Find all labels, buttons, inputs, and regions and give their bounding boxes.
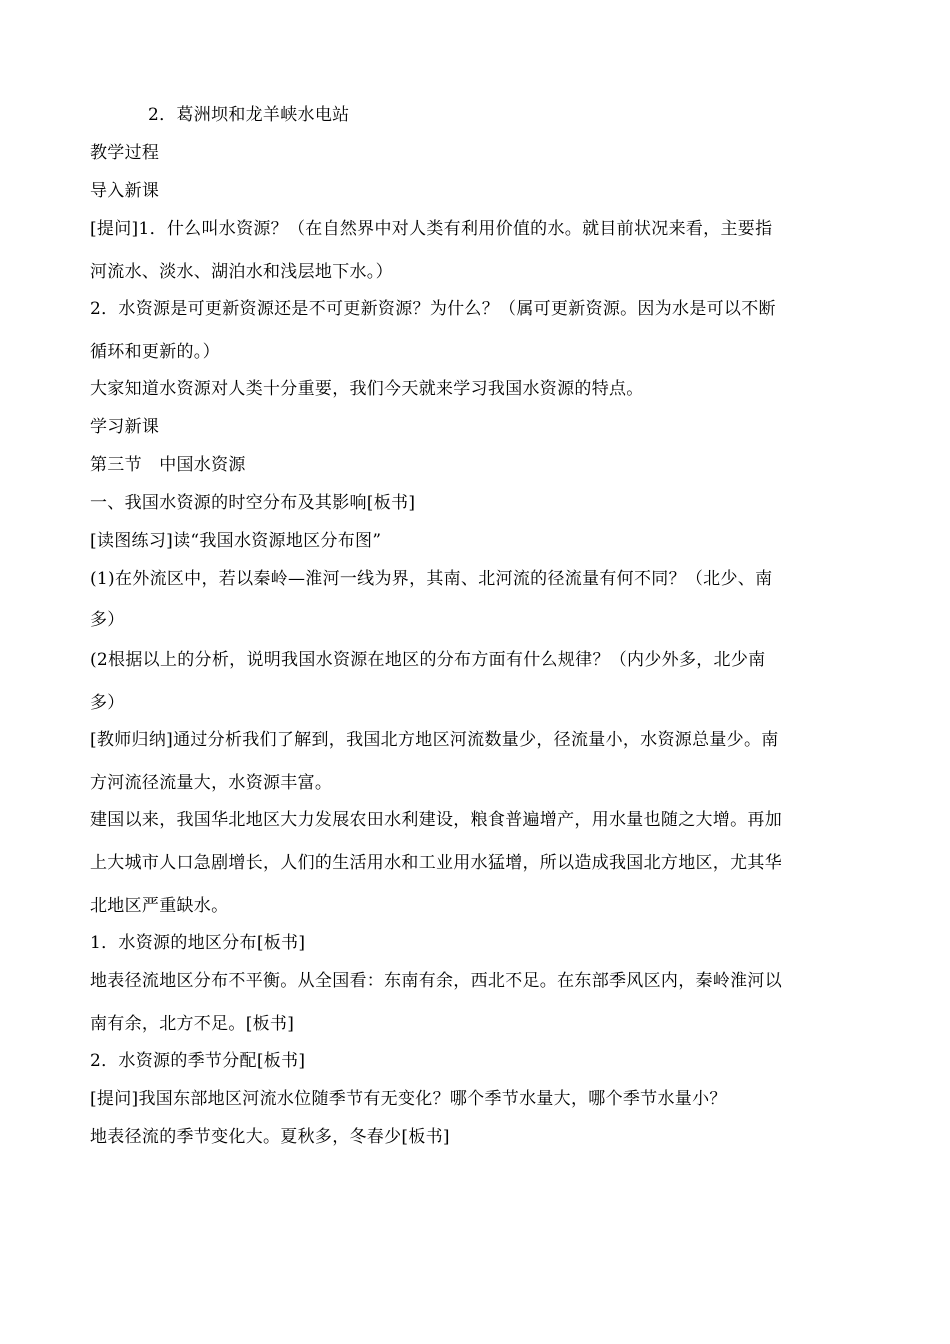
paragraph-question-2-line-2: 循环和更新的。） [90, 342, 220, 362]
north-china-paragraph-line-2: 上大城市人口急剧增长，人们的生活用水和工业用水猛增，所以造成我国北方地区，尤其华 [90, 853, 782, 873]
seasonal-conclusion: 地表径流的季节变化大。夏秋多，冬春少[板书] [90, 1127, 450, 1147]
paragraph-intro-summary: 大家知道水资源对人类十分重要，我们今天就来学习我国水资源的特点。 [90, 379, 644, 399]
north-china-paragraph-line-3: 北地区严重缺水。 [90, 896, 229, 916]
teacher-summary-line-2: 方河流径流量大，水资源丰富。 [90, 773, 333, 793]
map-reading-exercise: [读图练习]读“我国水资源地区分布图” [90, 531, 382, 551]
heading-new-lesson: 学习新课 [90, 417, 160, 437]
teacher-summary-line-1: [教师归纳]通过分析我们了解到，我国北方地区河流数量少，径流量小，水资源总量少。南 [90, 730, 779, 750]
paragraph-question-1-line-2: 河流水、淡水、湖泊水和浅层地下水。） [90, 262, 393, 282]
exercise-question-1-line-1: (1)在外流区中，若以秦岭—淮河一线为界，其南、北河流的径流量有何不同？（北少、南 [90, 569, 773, 589]
heading-intro: 导入新课 [90, 181, 160, 201]
point-seasonal-distribution: 2．水资源的季节分配[板书] [90, 1051, 306, 1071]
paragraph-question-1-line-1: [提问]1．什么叫水资源？（在自然界中对人类有利用价值的水。就目前状况来看，主要指 [90, 219, 773, 239]
exercise-question-1-line-2: 多） [90, 610, 125, 630]
seasonal-question: [提问]我国东部地区河流水位随季节有无变化？哪个季节水量大，哪个季节水量小？ [90, 1089, 727, 1109]
point-regional-distribution: 1．水资源的地区分布[板书] [90, 933, 306, 953]
heading-teaching-process: 教学过程 [90, 143, 160, 163]
outline-item-2: 2．葛洲坝和龙羊峡水电站 [148, 105, 350, 125]
exercise-question-2-line-2: 多） [90, 693, 125, 713]
subsection-title-1: 一、我国水资源的时空分布及其影响[板书] [90, 493, 416, 513]
north-china-paragraph-line-1: 建国以来，我国华北地区大力发展农田水利建设，粮食普遍增产，用水量也随之大增。再加 [90, 810, 782, 830]
exercise-question-2-line-1: (2根据以上的分析，说明我国水资源在地区的分布方面有什么规律？（内少外多，北少南 [90, 650, 766, 670]
regional-distribution-line-1: 地表径流地区分布不平衡。从全国看：东南有余，西北不足。在东部季风区内，秦岭淮河以 [90, 971, 782, 991]
document-page [90, 96, 860, 1156]
regional-distribution-line-2: 南有余，北方不足。[板书] [90, 1014, 295, 1034]
paragraph-question-2-line-1: 2．水资源是可更新资源还是不可更新资源？为什么？（属可更新资源。因为水是可以不断 [90, 299, 776, 319]
section-title: 第三节 中国水资源 [90, 455, 246, 475]
